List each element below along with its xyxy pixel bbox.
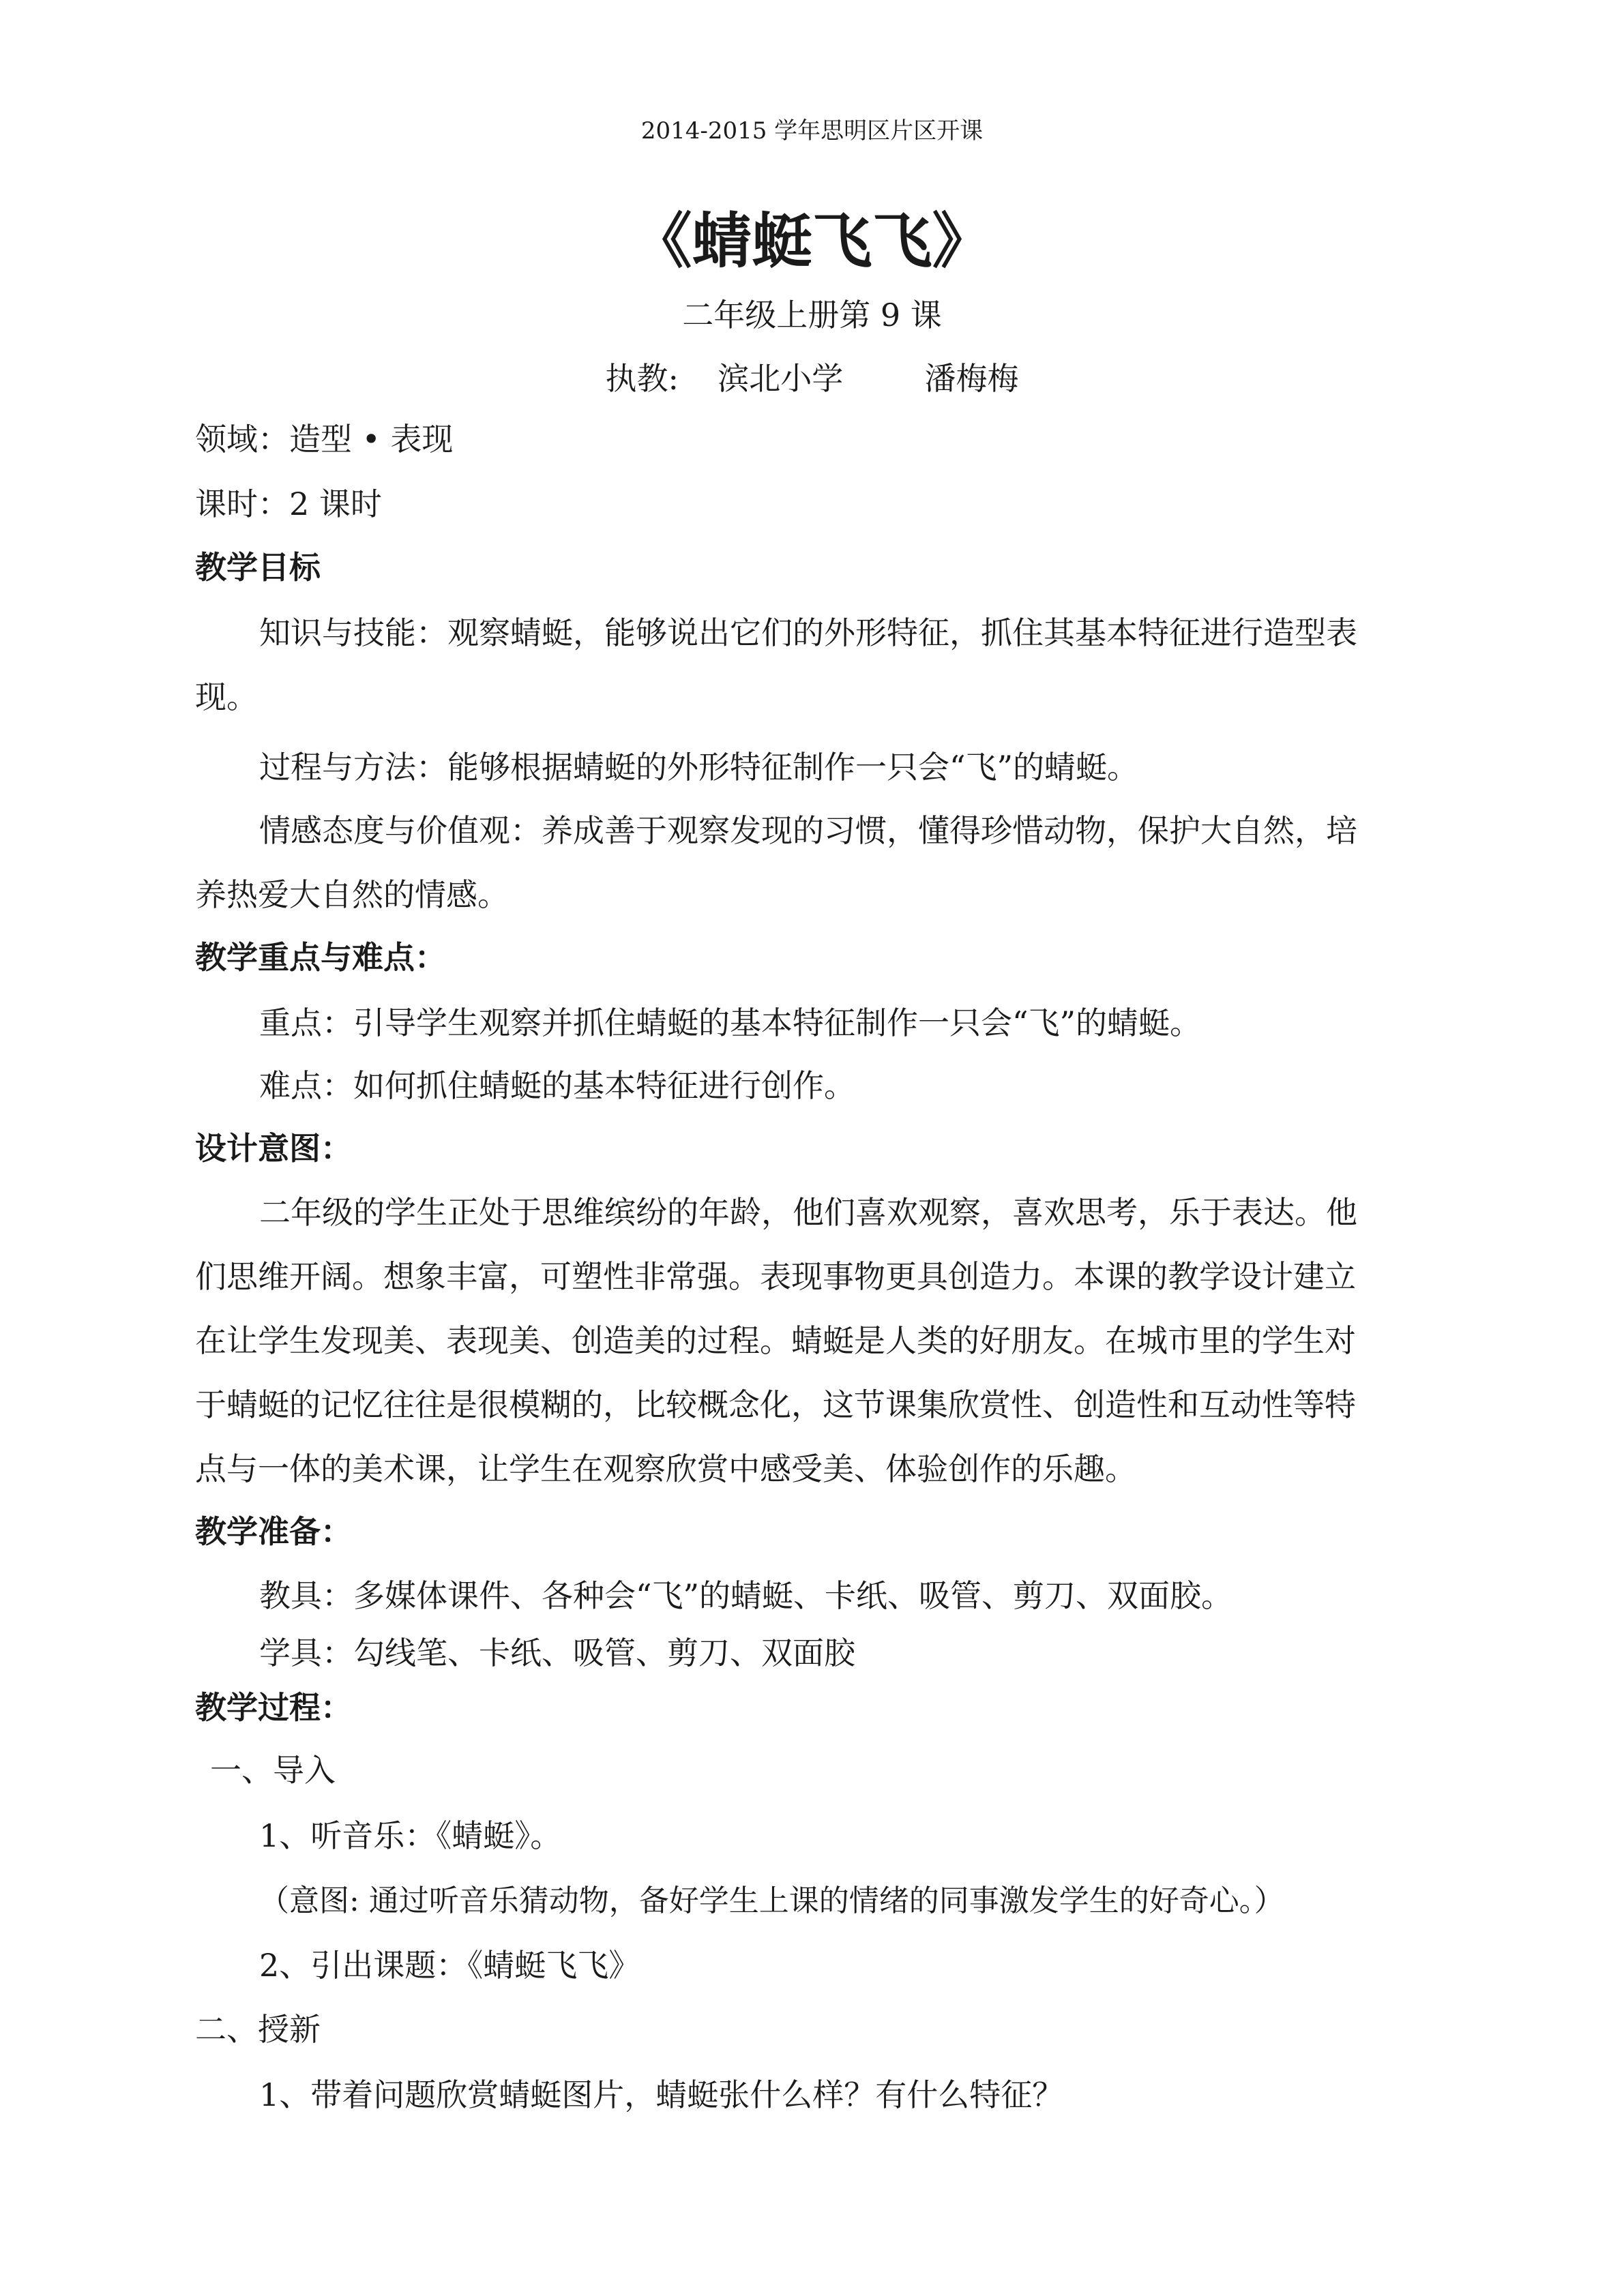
objective-process: 过程与方法：能够根据蜻蜓的外形特征制作一只会“飞”的蜻蜓。	[259, 749, 1139, 786]
teacher-line	[0, 358, 1624, 399]
design-heading: 设计意图：	[195, 1130, 352, 1167]
objective-knowledge-line-2: 现。	[195, 679, 258, 715]
key-point-difficulty: 难点：如何抓住蜻蜓的基本特征进行创作。	[259, 1067, 855, 1104]
key-point-focus: 重点：引导学生观察并抓住蜻蜓的基本特征制作一只会“飞”的蜻蜓。	[259, 1004, 1202, 1041]
design-line-3: 在让学生发现美、表现美、创造美的过程。蜻蜓是人类的好朋友。在城市里的学生对	[195, 1322, 1356, 1359]
preparation-student-tools: 学具：勾线笔、卡纸、吸管、剪刀、双面胶	[259, 1635, 855, 1671]
process-section-new: 二、授新	[195, 2011, 321, 2048]
process-note-intent: （意图: 通过听音乐猜动物，备好学生上课的情绪的同事激发学生的好奇心。）	[259, 1883, 1284, 1918]
process-step-music: 1、听音乐：《蜻蜓》。	[259, 1817, 562, 1854]
process-step-observe: 1、带着问题欣赏蜻蜓图片，蜻蜓张什么样？有什么特征？	[259, 2076, 1064, 2113]
objective-emotion-line-1: 情感态度与价值观：养成善于观察发现的习惯，懂得珍惜动物，保护大自然，培	[259, 812, 1357, 849]
design-line-5: 点与一体的美术课，让学生在观察欣赏中感受美、体验创作的乐趣。	[195, 1450, 1136, 1487]
process-step-topic: 2、引出课题：《蜻蜓飞飞》	[259, 1947, 640, 1984]
header-year-line: 2014-2015 学年思明区片区开课	[640, 117, 984, 145]
preparation-teacher-tools: 教具：多媒体课件、各种会“飞”的蜻蜓、卡纸、吸管、剪刀、双面胶。	[259, 1577, 1233, 1614]
page-title: 《蜻蜓飞飞》	[632, 205, 992, 276]
objective-emotion-line-2: 养热爱大自然的情感。	[195, 876, 509, 913]
key-points-heading: 教学重点与难点：	[195, 939, 446, 976]
hours-line: 课时：2 课时	[195, 486, 382, 522]
design-line-2: 们思维开阔。想象丰富，可塑性非常强。表现事物更具创造力。本课的教学设计建立	[195, 1258, 1356, 1295]
design-line-1: 二年级的学生正处于思维缤纷的年龄，他们喜欢观察，喜欢思考，乐于表达。他	[259, 1194, 1357, 1231]
design-line-4: 于蜻蜓的记忆往往是很模糊的，比较概念化，这节课集欣赏性、创造性和互动性等特	[195, 1386, 1356, 1423]
preparation-heading: 教学准备：	[195, 1513, 352, 1550]
objective-knowledge-line-1: 知识与技能：观察蜻蜓，能够说出它们的外形特征，抓住其基本特征进行造型表	[259, 614, 1357, 651]
teacher-name: 潘梅梅	[924, 360, 1019, 397]
domain-line: 领域：造型 • 表现	[195, 421, 454, 458]
teacher-label: 执教:	[605, 360, 679, 397]
objectives-heading: 教学目标	[195, 549, 321, 586]
teacher-school: 滨北小学	[718, 360, 844, 397]
process-heading: 教学过程：	[195, 1689, 352, 1726]
lesson-grade: 二年级上册第 9 课	[682, 297, 942, 333]
process-section-intro: 一、导入	[210, 1752, 336, 1789]
